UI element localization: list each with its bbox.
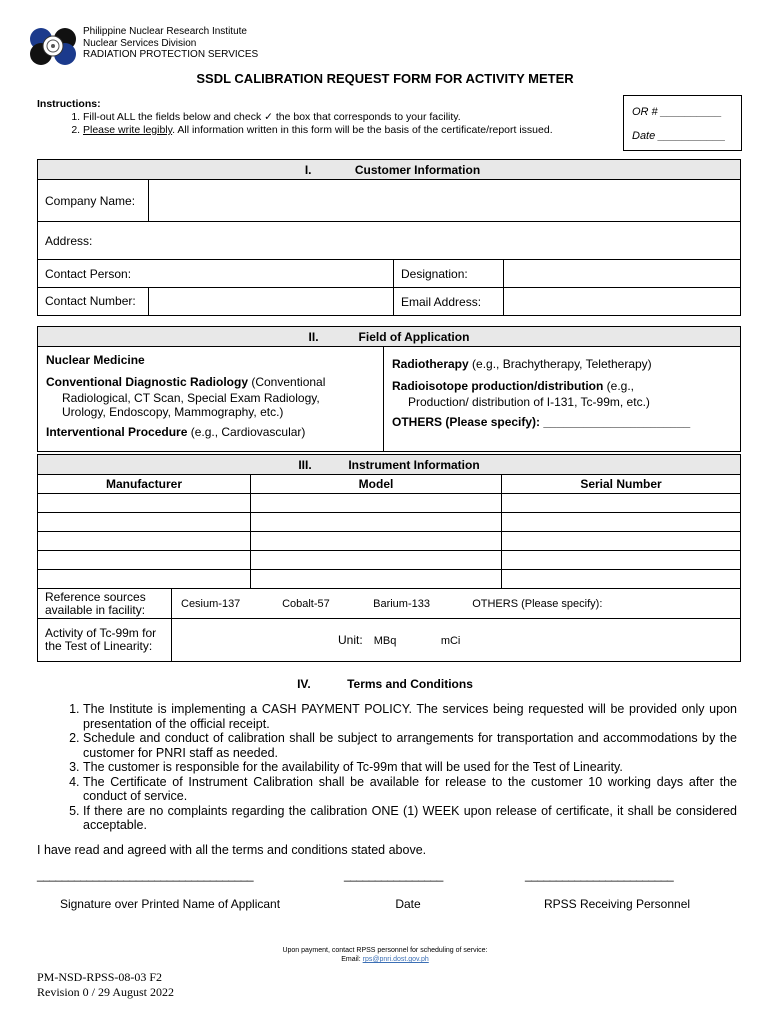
model-cell[interactable] [251, 513, 502, 532]
service-name: RADIATION PROTECTION SERVICES [83, 49, 259, 60]
option-detail: (Conventional [248, 375, 326, 389]
model-cell[interactable] [251, 570, 502, 589]
serial-cell[interactable] [502, 532, 741, 551]
option-detail: (e.g., [603, 379, 634, 393]
unit-mci[interactable] [439, 635, 461, 647]
company-field[interactable] [149, 180, 741, 222]
or-date-field[interactable]: Date ___________ [632, 130, 726, 142]
model-cell[interactable] [251, 551, 502, 570]
instructions [37, 98, 553, 137]
division-name: Nuclear Services Division [83, 37, 197, 49]
model-cell[interactable] [251, 532, 502, 551]
table-row [38, 494, 741, 513]
section-title [38, 160, 741, 180]
section-title-text: Instrument Information [348, 457, 480, 472]
address-label: Address: [45, 233, 93, 248]
table-row [38, 551, 741, 570]
section-title-text: Field of Application [358, 329, 470, 344]
manufacturer-cell[interactable] [38, 494, 251, 513]
option-others-source[interactable] [470, 598, 602, 610]
option-radioisotope[interactable] [390, 379, 734, 409]
serial-cell[interactable] [502, 570, 741, 589]
instruction-item: 1. Fill-out ALL the fields below and check ✓ the box that corresponds to your facility. [83, 111, 553, 124]
option-conventional-radiology[interactable] [44, 375, 377, 419]
field-of-application-table [37, 326, 741, 452]
date-line[interactable]: ________________ [344, 868, 443, 882]
instruction-emphasis: Please write legibly [83, 124, 173, 136]
term-item: 4. The Certificate of Instrument Calibration shall be available for release to the customer 10 working days after the conduct of service. [83, 775, 737, 804]
table-row [38, 570, 741, 589]
section-number: I. [304, 162, 312, 177]
option-label: Radioisotope production/distribution [392, 379, 604, 393]
pnri-logo [28, 26, 78, 66]
reference-sources-label: Reference sources available in facility: [38, 589, 172, 619]
option-detail: Radiological, CT Scan, Special Exam Radiology, [62, 391, 320, 405]
option-label: Radiotherapy [392, 357, 469, 371]
header-text [83, 26, 258, 61]
option-cobalt[interactable] [280, 598, 368, 610]
option-barium[interactable] [371, 598, 467, 610]
footer-note [0, 946, 770, 964]
option-label: Conventional Diagnostic Radiology [46, 375, 249, 389]
unit-label: mCi [440, 635, 461, 647]
contact-person-field[interactable] [38, 260, 394, 288]
option-detail: (e.g., Brachytherapy, Teletherapy) [468, 357, 652, 371]
address-field[interactable] [38, 222, 741, 260]
application-left-column [38, 347, 384, 452]
reference-sources-options [172, 589, 741, 619]
option-interventional[interactable] [44, 425, 377, 441]
instrument-info-table [37, 454, 741, 662]
contact-number-field[interactable] [149, 288, 394, 316]
customer-info-table [37, 159, 741, 316]
signature-line[interactable]: ___________________________________ [37, 868, 254, 882]
manufacturer-cell[interactable] [38, 532, 251, 551]
serial-cell[interactable] [502, 551, 741, 570]
option-label: Barium-133 [373, 597, 430, 610]
designation-label: Designation: [394, 260, 504, 288]
option-nuclear-medicine[interactable] [44, 353, 377, 369]
section-title-text: Terms and Conditions [347, 677, 473, 691]
agreement-statement: I have read and agreed with all the terms and conditions stated above. [37, 843, 427, 857]
option-label: OTHERS (Please specify): ______________________ [392, 415, 691, 429]
document-code [37, 970, 174, 1000]
option-cesium[interactable] [179, 598, 277, 610]
col-manufacturer: Manufacturer [38, 475, 251, 494]
signature-label: Signature over Printed Name of Applicant [59, 897, 281, 911]
table-row [38, 532, 741, 551]
receiving-label: RPSS Receiving Personnel [543, 897, 691, 911]
email-link[interactable]: rps@pnri.dost.gov.ph [362, 956, 429, 963]
unit-label: Unit: [338, 633, 363, 647]
terms-title [0, 677, 770, 691]
col-model: Model [251, 475, 502, 494]
serial-cell[interactable] [502, 513, 741, 532]
institute-name: Philippine Nuclear Research Institute [83, 26, 247, 37]
revision-info: Revision 0 / 29 August 2022 [37, 985, 175, 999]
contact-person-label: Contact Person: [45, 266, 132, 281]
col-serial: Serial Number [502, 475, 741, 494]
footer-note-text: Upon payment, contact RPSS personnel for scheduling of service: [282, 947, 488, 954]
section-title [38, 327, 741, 347]
option-label: Nuclear Medicine [46, 353, 145, 367]
option-detail: Urology, Endoscopy, Mammography, etc.) [62, 405, 284, 419]
contact-number-label: Contact Number: [38, 288, 149, 316]
company-label: Company Name: [38, 180, 149, 222]
option-label: Cesium-137 [181, 597, 241, 610]
form-code: PM-NSD-RPSS-08-03 F2 [37, 970, 163, 984]
application-right-column [384, 347, 741, 452]
option-label: OTHERS (Please specify): [472, 597, 603, 610]
unit-label: MBq [373, 635, 397, 647]
instruction-item [83, 124, 553, 137]
model-cell[interactable] [251, 494, 502, 513]
option-detail: (e.g., Cardiovascular) [187, 425, 306, 439]
terms-list [37, 702, 737, 833]
designation-field[interactable] [504, 260, 741, 288]
form-title: SSDL CALIBRATION REQUEST FORM FOR ACTIVITY METER [196, 71, 574, 86]
table-row [38, 513, 741, 532]
email-field[interactable] [504, 288, 741, 316]
serial-cell[interactable] [502, 494, 741, 513]
option-detail: Production/ distribution of I-131, Tc-99m, etc.) [408, 395, 650, 409]
footer-email-line [0, 955, 770, 964]
section-number: II. [308, 329, 319, 344]
option-radiotherapy[interactable] [390, 357, 734, 373]
manufacturer-cell[interactable] [38, 513, 251, 532]
email-label: Email: [341, 956, 361, 963]
term-item: 3. The customer is responsible for the availability of Tc-99m that will be used for the Test of Linearity. [83, 760, 737, 775]
term-item: 5. If there are no complaints regarding the calibration ONE (1) WEEK upon release of certificate, it shall be considered acceptable. [83, 804, 737, 833]
term-item: 2. Schedule and conduct of calibration shall be subject to arrangements for transportation and accommodations by the customer for PNRI staff as needed. [83, 731, 737, 760]
activity-label: Activity of Tc-99m for the Test of Linearity: [38, 619, 172, 662]
manufacturer-cell[interactable] [38, 551, 251, 570]
option-label: Cobalt-57 [282, 597, 330, 610]
section-number: IV. [297, 677, 311, 691]
email-label: Email Address: [394, 288, 504, 316]
instructions-heading: Instructions: [37, 98, 101, 110]
unit-mbq[interactable] [372, 635, 436, 647]
or-date-box [623, 95, 742, 151]
option-label: Interventional Procedure [46, 425, 188, 439]
term-item: 1. The Institute is implementing a CASH PAYMENT POLICY. The services being requested will be provided only upon presentation of the official receipt. [83, 702, 737, 731]
section-title [38, 455, 741, 475]
section-title-text: Customer Information [354, 162, 481, 177]
instruction-text: . All information written in this form will be the basis of the certificate/report issued. [172, 124, 553, 136]
receiving-line[interactable]: ________________________ [525, 868, 674, 882]
date-label: Date [395, 897, 421, 911]
option-others[interactable] [390, 415, 734, 431]
manufacturer-cell[interactable] [38, 570, 251, 589]
or-number-field[interactable]: OR # __________ [632, 106, 722, 118]
section-number: III. [298, 457, 312, 472]
activity-field[interactable] [172, 619, 741, 662]
